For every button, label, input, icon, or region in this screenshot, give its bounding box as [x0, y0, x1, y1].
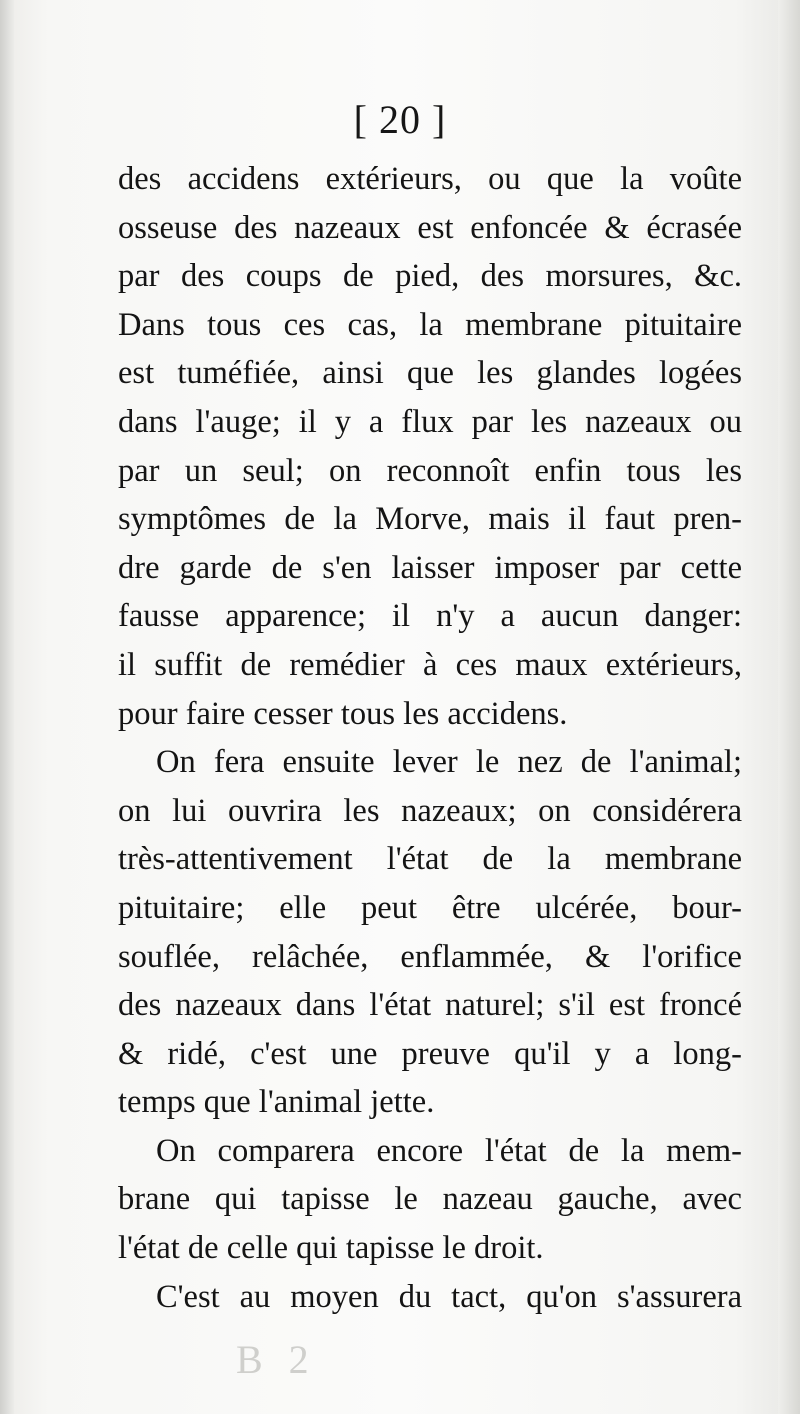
text-line: par des coups de pied, des morsures, &c.: [118, 258, 742, 295]
text-line: pour faire cesser tous les accidens.: [118, 695, 568, 732]
text-line: C'est au moyen du tact, qu'on s'assurera: [156, 1278, 742, 1315]
paragraph: [118, 155, 742, 738]
text-line: symptômes de la Morve, mais il faut pren-: [118, 501, 742, 538]
paragraph: [118, 1273, 742, 1322]
text-line: On comparera encore l'état de la mem-: [156, 1132, 742, 1169]
text-line: dans l'auge; il y a flux par les nazeaux ou: [118, 403, 742, 440]
text-line: il suffit de remédier à ces maux extérieurs,: [118, 646, 742, 683]
text-line: des nazeaux dans l'état naturel; s'il est froncé: [118, 987, 742, 1024]
text-line: souflée, relâchée, enflammée, & l'orifice: [118, 938, 742, 975]
text-line: Dans tous ces cas, la membrane pituitaire: [118, 306, 742, 343]
text-line: & ridé, c'est une preuve qu'il y a long-: [118, 1035, 742, 1072]
text-line: On fera ensuite lever le nez de l'animal;: [156, 744, 742, 781]
paragraph: [118, 1127, 742, 1273]
page-number: [ 20 ]: [353, 97, 447, 142]
text-line: des accidens extérieurs, ou que la voûte: [118, 161, 742, 197]
text-line: brane qui tapisse le nazeau gauche, avec: [118, 1181, 742, 1218]
text-line: osseuse des nazeaux est enfoncée & écrasée: [118, 209, 742, 246]
page-edge-right: [778, 0, 800, 1414]
text-line: par un seul; on reconnoît enfin tous les: [118, 452, 742, 489]
text-line: l'état de celle qui tapisse le droit.: [118, 1230, 544, 1267]
text-line: pituitaire; elle peut être ulcérée, bour-: [118, 889, 742, 926]
paragraph: [118, 738, 742, 1127]
text-line: très-attentivement l'état de la membrane: [118, 841, 742, 878]
page-edge-left: [0, 0, 14, 1414]
text-line: est tuméfiée, ainsi que les glandes logées: [118, 355, 742, 392]
text-line: fausse apparence; il n'y a aucun danger:: [118, 598, 742, 635]
signature-mark: B 2: [236, 1337, 317, 1382]
text-line: on lui ouvrira les nazeaux; on considérera: [118, 792, 742, 829]
body-text: [118, 155, 742, 1321]
text-line: temps que l'animal jette.: [118, 1084, 435, 1121]
text-line: dre garde de s'en laisser imposer par cette: [118, 549, 742, 586]
